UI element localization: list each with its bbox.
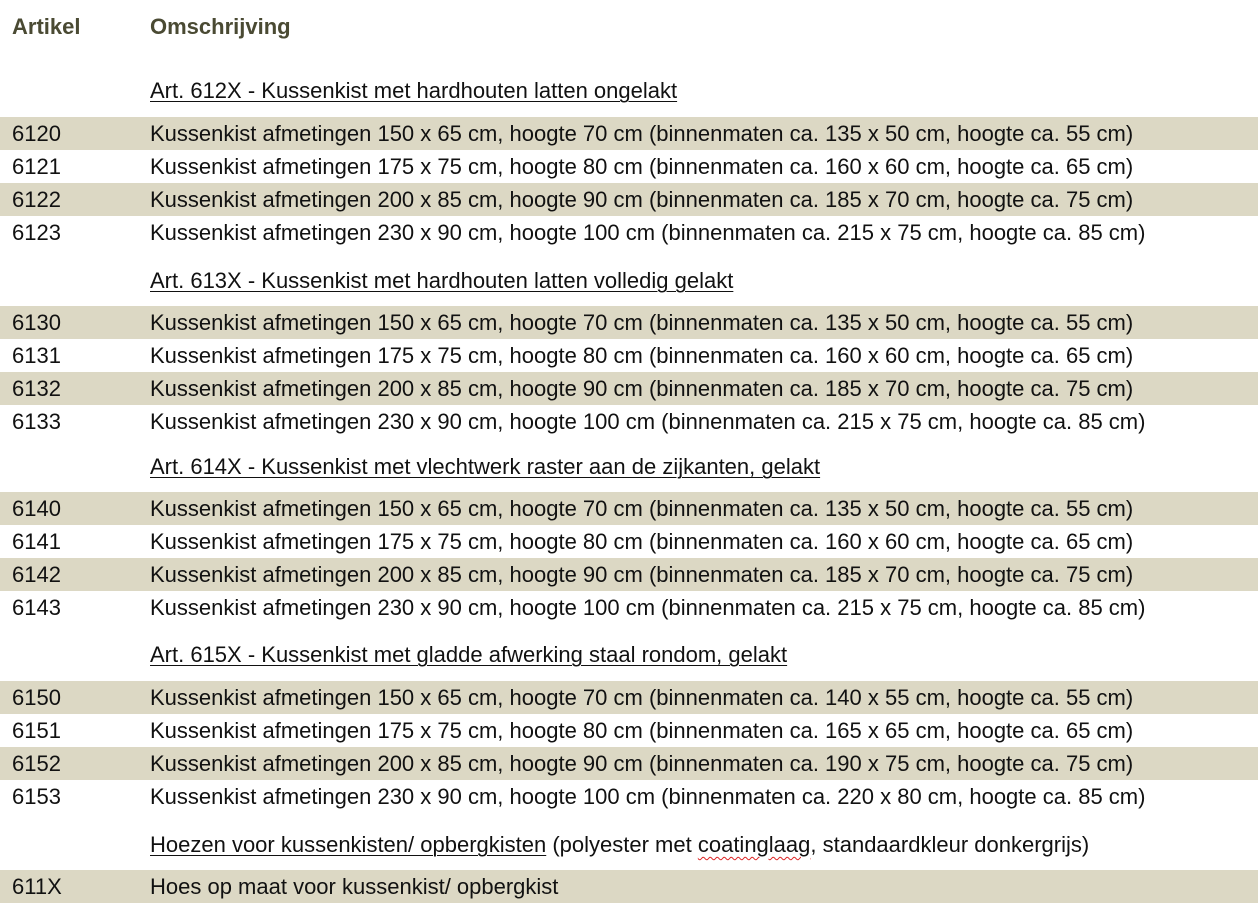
table-row — [0, 216, 1258, 249]
table-row — [0, 591, 1258, 624]
section-title-text: Hoezen voor kussenkisten/ opbergkisten — [150, 832, 547, 857]
misspelled-word[interactable]: coatinglaag — [697, 832, 811, 857]
article-number: 6151 — [12, 718, 61, 743]
table-row — [0, 150, 1258, 183]
section-title-note-end: , standaardkleur donkergrijs) — [810, 832, 1090, 857]
table-row — [0, 558, 1258, 591]
article-description: Kussenkist afmetingen 150 x 65 cm, hoogte 70 cm (binnenmaten ca. 140 x 55 cm, hoogte ca. 55 cm) — [150, 685, 1134, 710]
table-row — [0, 714, 1258, 747]
section-title-612x — [150, 77, 677, 105]
article-description: Hoes op maat voor kussenkist/ opbergkist — [150, 874, 559, 899]
article-number: 6130 — [12, 310, 61, 335]
article-description: Kussenkist afmetingen 175 x 75 cm, hoogte 80 cm (binnenmaten ca. 160 x 60 cm, hoogte ca. 65 cm) — [150, 154, 1134, 179]
table-row — [0, 117, 1258, 150]
article-number: 6120 — [12, 121, 61, 146]
table-row — [0, 681, 1258, 714]
article-number: 6132 — [12, 376, 61, 401]
article-description: Kussenkist afmetingen 200 x 85 cm, hoogte 90 cm (binnenmaten ca. 185 x 70 cm, hoogte ca. 75 cm) — [150, 187, 1134, 212]
table-row — [0, 183, 1258, 216]
article-number: 611X — [12, 874, 62, 899]
table-row — [0, 306, 1258, 339]
article-description: Kussenkist afmetingen 150 x 65 cm, hoogte 70 cm (binnenmaten ca. 135 x 50 cm, hoogte ca. 55 cm) — [150, 496, 1134, 521]
article-number: 6121 — [12, 154, 61, 179]
article-number: 6152 — [12, 751, 61, 776]
section-title-text: Art. 612X - Kussenkist met hardhouten latten ongelakt — [150, 78, 678, 103]
section-title-note: (polyester met — [546, 832, 698, 857]
column-header-artikel: Artikel — [12, 14, 81, 39]
article-description: Kussenkist afmetingen 175 x 75 cm, hoogte 80 cm (binnenmaten ca. 165 x 65 cm, hoogte ca. 65 cm) — [150, 718, 1134, 743]
table-row — [0, 372, 1258, 405]
article-description: Kussenkist afmetingen 230 x 90 cm, hoogte 100 cm (binnenmaten ca. 215 x 75 cm, hoogte ca. 85 cm) — [150, 409, 1146, 434]
table-header — [0, 14, 1258, 44]
section-title-hoezen — [150, 831, 1089, 859]
table-row — [0, 780, 1258, 813]
table-row — [0, 870, 1258, 903]
article-number: 6142 — [12, 562, 61, 587]
article-number: 6122 — [12, 187, 61, 212]
section-title-text: Art. 615X - Kussenkist met gladde afwerking staal rondom, gelakt — [150, 642, 788, 667]
article-number: 6123 — [12, 220, 61, 245]
article-description: Kussenkist afmetingen 230 x 90 cm, hoogte 100 cm (binnenmaten ca. 215 x 75 cm, hoogte ca. 85 cm) — [150, 220, 1146, 245]
table-row — [0, 747, 1258, 780]
section-title-text: Art. 614X - Kussenkist met vlechtwerk raster aan de zijkanten, gelakt — [150, 454, 821, 479]
table-row — [0, 525, 1258, 558]
section-title-614x — [150, 453, 820, 481]
table-row — [0, 492, 1258, 525]
article-number: 6140 — [12, 496, 61, 521]
article-description: Kussenkist afmetingen 175 x 75 cm, hoogte 80 cm (binnenmaten ca. 160 x 60 cm, hoogte ca. 65 cm) — [150, 529, 1134, 554]
article-description: Kussenkist afmetingen 230 x 90 cm, hoogte 100 cm (binnenmaten ca. 215 x 75 cm, hoogte ca. 85 cm) — [150, 595, 1146, 620]
article-number: 6131 — [12, 343, 61, 368]
article-description: Kussenkist afmetingen 200 x 85 cm, hoogte 90 cm (binnenmaten ca. 185 x 70 cm, hoogte ca. 75 cm) — [150, 562, 1134, 587]
article-description: Kussenkist afmetingen 200 x 85 cm, hoogte 90 cm (binnenmaten ca. 185 x 70 cm, hoogte ca. 75 cm) — [150, 376, 1134, 401]
article-number: 6153 — [12, 784, 61, 809]
section-title-615x — [150, 641, 787, 669]
article-description: Kussenkist afmetingen 175 x 75 cm, hoogte 80 cm (binnenmaten ca. 160 x 60 cm, hoogte ca. 65 cm) — [150, 343, 1134, 368]
article-number: 6150 — [12, 685, 61, 710]
table-row — [0, 339, 1258, 372]
section-title-613x — [150, 267, 733, 295]
article-number: 6141 — [12, 529, 61, 554]
section-title-text: Art. 613X - Kussenkist met hardhouten latten volledig gelakt — [150, 268, 734, 293]
article-number: 6133 — [12, 409, 61, 434]
article-number: 6143 — [12, 595, 61, 620]
article-description: Kussenkist afmetingen 230 x 90 cm, hoogte 100 cm (binnenmaten ca. 220 x 80 cm, hoogte ca. 85 cm) — [150, 784, 1146, 809]
article-description: Kussenkist afmetingen 200 x 85 cm, hoogte 90 cm (binnenmaten ca. 190 x 75 cm, hoogte ca. 75 cm) — [150, 751, 1134, 776]
table-row — [0, 405, 1258, 438]
article-description: Kussenkist afmetingen 150 x 65 cm, hoogte 70 cm (binnenmaten ca. 135 x 50 cm, hoogte ca. 55 cm) — [150, 310, 1134, 335]
article-description: Kussenkist afmetingen 150 x 65 cm, hoogte 70 cm (binnenmaten ca. 135 x 50 cm, hoogte ca. 55 cm) — [150, 121, 1134, 146]
column-header-omschrijving: Omschrijving — [150, 14, 291, 39]
